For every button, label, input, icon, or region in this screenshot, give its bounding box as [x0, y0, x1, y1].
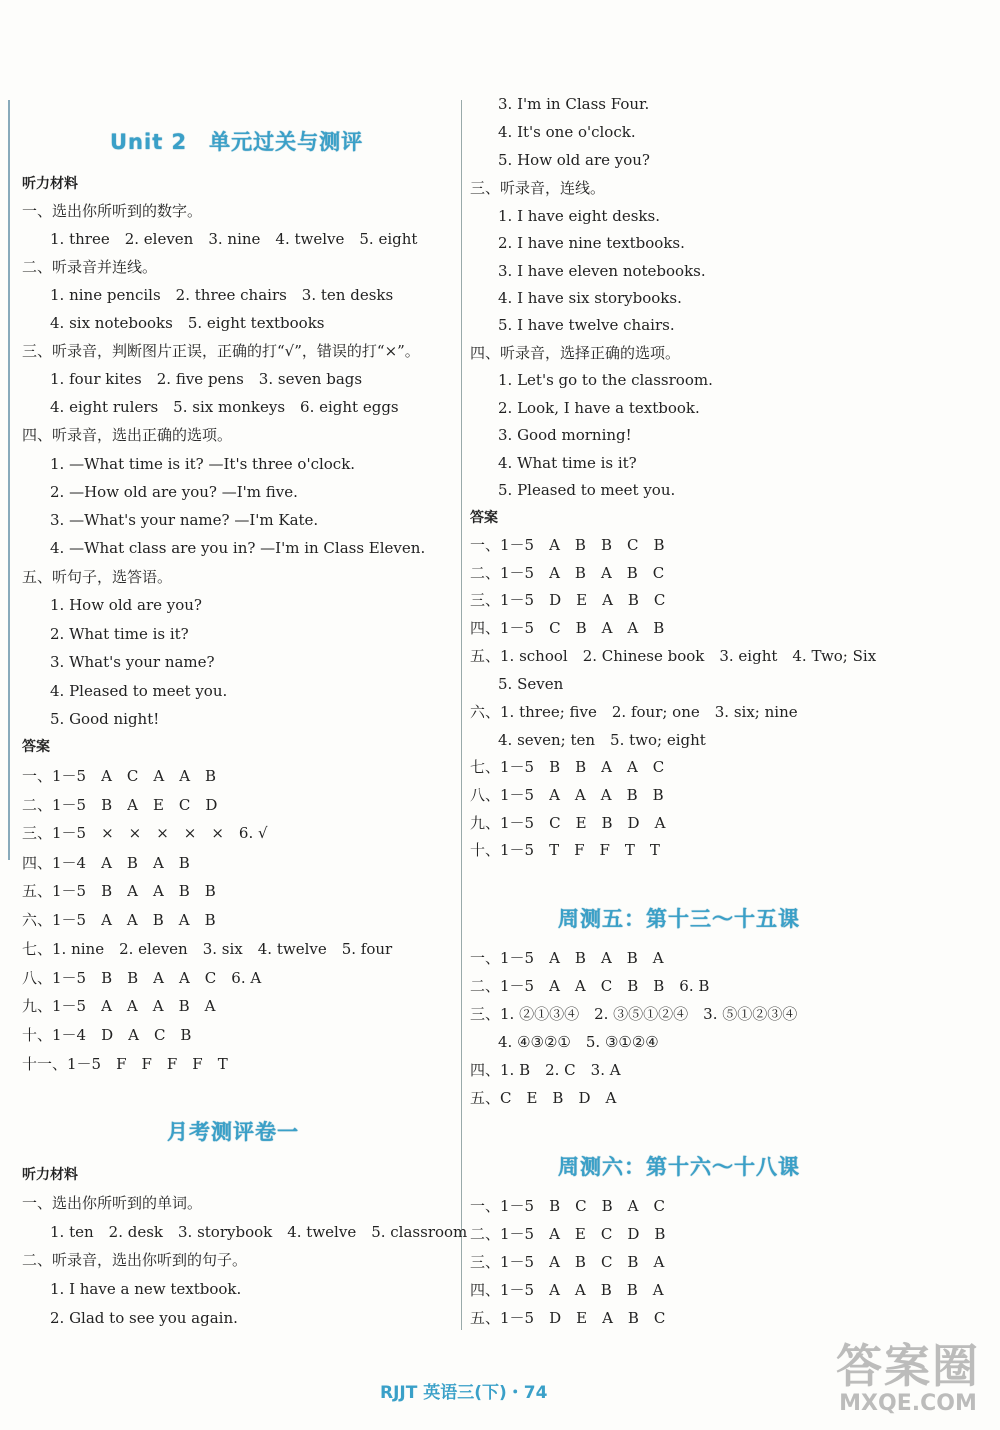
section-heading: 四、听录音，选出正确的选项。: [22, 426, 233, 444]
list-item: 2. Glad to see you again.: [50, 1309, 238, 1327]
list-item: 4. What time is it?: [498, 454, 637, 472]
list-item: 2. Look, I have a textbook.: [498, 399, 700, 417]
list-item: 1. Let's go to the classroom.: [498, 371, 713, 389]
answer-row: 六、1. three; five 2. four; one 3. six; nine: [470, 703, 798, 721]
list-item: 4. six notebooks 5. eight textbooks: [50, 314, 325, 332]
weekly-test-5-title: 周测五：第十三～十五课: [558, 907, 800, 931]
list-item: 3. —What's your name? —I'm Kate.: [50, 511, 319, 529]
answer-row: 九、1－5 A A A B A: [22, 997, 216, 1015]
answer-row: 四、1－5 A A B B A: [470, 1281, 664, 1299]
answer-row: 九、1－5 C E B D A: [470, 814, 666, 832]
answer-row: 四、1－5 C B A A B: [470, 619, 665, 637]
left-margin-bar: [8, 100, 10, 860]
section-heading: 二、听录音，选出你听到的句子。: [22, 1251, 248, 1269]
column-divider: [461, 100, 462, 1330]
answer-row: 一、1－5 A B A B A: [470, 949, 664, 967]
answer-row: 十、1－4 D A C B: [22, 1026, 192, 1044]
listening-heading: 听力材料: [22, 1167, 78, 1183]
weekly-test-6-title: 周测六：第十六～十八课: [558, 1155, 800, 1179]
answer-row: 八、1－5 B B A A C 6. A: [22, 969, 262, 987]
watermark-url: MXQE.COM: [839, 1391, 977, 1416]
section-heading: 一、选出你所听到的数字。: [22, 202, 203, 220]
unit-title: Unit 2 单元过关与测评: [110, 130, 364, 154]
answer-row: 一、1－5 A B B C B: [470, 536, 665, 554]
section-heading: 五、听句子，选答语。: [22, 568, 173, 586]
listening-heading: 听力材料: [22, 176, 78, 192]
list-item: 3. I'm in Class Four.: [498, 95, 650, 113]
answer-row: 三、1－5 D E A B C: [470, 591, 666, 609]
answer-row: 八、1－5 A A A B B: [470, 786, 664, 804]
answer-row: 五、1－5 B A A B B: [22, 882, 216, 900]
watermark-text: 答案圈: [836, 1339, 980, 1393]
answer-row: 七、1. nine 2. eleven 3. six 4. twelve 5. four: [22, 940, 393, 958]
list-item: 2. I have nine textbooks.: [498, 234, 685, 252]
list-item: 1. I have eight desks.: [498, 207, 660, 225]
section-heading: 二、听录音并连线。: [22, 258, 158, 276]
answer-row: 六、1－5 A A B A B: [22, 911, 216, 929]
list-item: 2. —How old are you? —I'm five.: [50, 483, 298, 501]
list-item: 3. Good morning!: [498, 426, 632, 444]
answer-row: 四、1. B 2. C 3. A: [470, 1061, 621, 1079]
answer-row: 三、1. ②①③④ 2. ③⑤①②④ 3. ⑤①②③④: [470, 1005, 798, 1023]
section-heading: 三、听录音，连线。: [470, 179, 606, 197]
answer-row: 十一、1－5 F F F F T: [22, 1055, 228, 1073]
list-item: 3. I have eleven notebooks.: [498, 262, 706, 280]
answer-row: 4. seven; ten 5. two; eight: [498, 731, 706, 749]
answer-row: 一、1－5 A C A A B: [22, 767, 217, 785]
list-item: 4. Pleased to meet you.: [50, 682, 228, 700]
list-item: 1. four kites 2. five pens 3. seven bags: [50, 370, 363, 388]
list-item: 4. It's one o'clock.: [498, 123, 636, 141]
answer-row: 一、1－5 B C B A C: [470, 1197, 665, 1215]
answer-row: 七、1－5 B B A A C: [470, 758, 665, 776]
section-heading: 四、听录音，选择正确的选项。: [470, 344, 681, 362]
answer-row: 三、1－5 × × × × × 6. √: [22, 824, 268, 842]
section-heading: 三、听录音，判断图片正误，正确的打“√”，错误的打“×”。: [22, 342, 420, 360]
list-item: 5. I have twelve chairs.: [498, 316, 675, 334]
answer-row: 五、1. school 2. Chinese book 3. eight 4. Two; Six: [470, 647, 877, 665]
list-item: 1. —What time is it? —It's three o'clock.: [50, 455, 356, 473]
answer-heading: 答案: [470, 510, 498, 526]
list-item: 4. —What class are you in? —I'm in Class Eleven.: [50, 539, 426, 557]
answer-row: 二、1－5 B A E C D: [22, 796, 218, 814]
list-item: 5. Good night!: [50, 710, 160, 728]
monthly-test-title: 月考测评卷一: [167, 1120, 299, 1144]
section-heading: 一、选出你所听到的单词。: [22, 1194, 203, 1212]
list-item: 4. I have six storybooks.: [498, 289, 682, 307]
answer-row: 十、1－5 T F F T T: [470, 841, 660, 859]
list-item: 1. I have a new textbook.: [50, 1280, 242, 1298]
list-item: 4. eight rulers 5. six monkeys 6. eight eggs: [50, 398, 399, 416]
answer-row: 4. ④③②① 5. ③①②④: [498, 1033, 659, 1051]
answer-row: 二、1－5 A A C B B 6. B: [470, 977, 710, 995]
page-footer: RJJT 英语三(下)・74: [380, 1383, 548, 1403]
list-item: 5. Pleased to meet you.: [498, 481, 676, 499]
answer-row: 5. Seven: [498, 675, 564, 693]
answer-row: 二、1－5 A E C D B: [470, 1225, 666, 1243]
answer-row: 三、1－5 A B C B A: [470, 1253, 665, 1271]
answer-row: 四、1－4 A B A B: [22, 854, 190, 872]
answer-heading: 答案: [22, 739, 50, 755]
list-item: 1. three 2. eleven 3. nine 4. twelve 5. eight: [50, 230, 418, 248]
list-item: 2. What time is it?: [50, 625, 189, 643]
list-item: 1. ten 2. desk 3. storybook 4. twelve 5. classroom: [50, 1223, 468, 1241]
answer-row: 二、1－5 A B A B C: [470, 564, 665, 582]
list-item: 1. nine pencils 2. three chairs 3. ten desks: [50, 286, 394, 304]
answer-row: 五、1－5 D E A B C: [470, 1309, 666, 1327]
list-item: 1. How old are you?: [50, 596, 202, 614]
list-item: 3. What's your name?: [50, 653, 215, 671]
watermark-logo: [836, 1341, 980, 1416]
list-item: 5. How old are you?: [498, 151, 650, 169]
answer-row: 五、C E B D A: [470, 1089, 617, 1107]
